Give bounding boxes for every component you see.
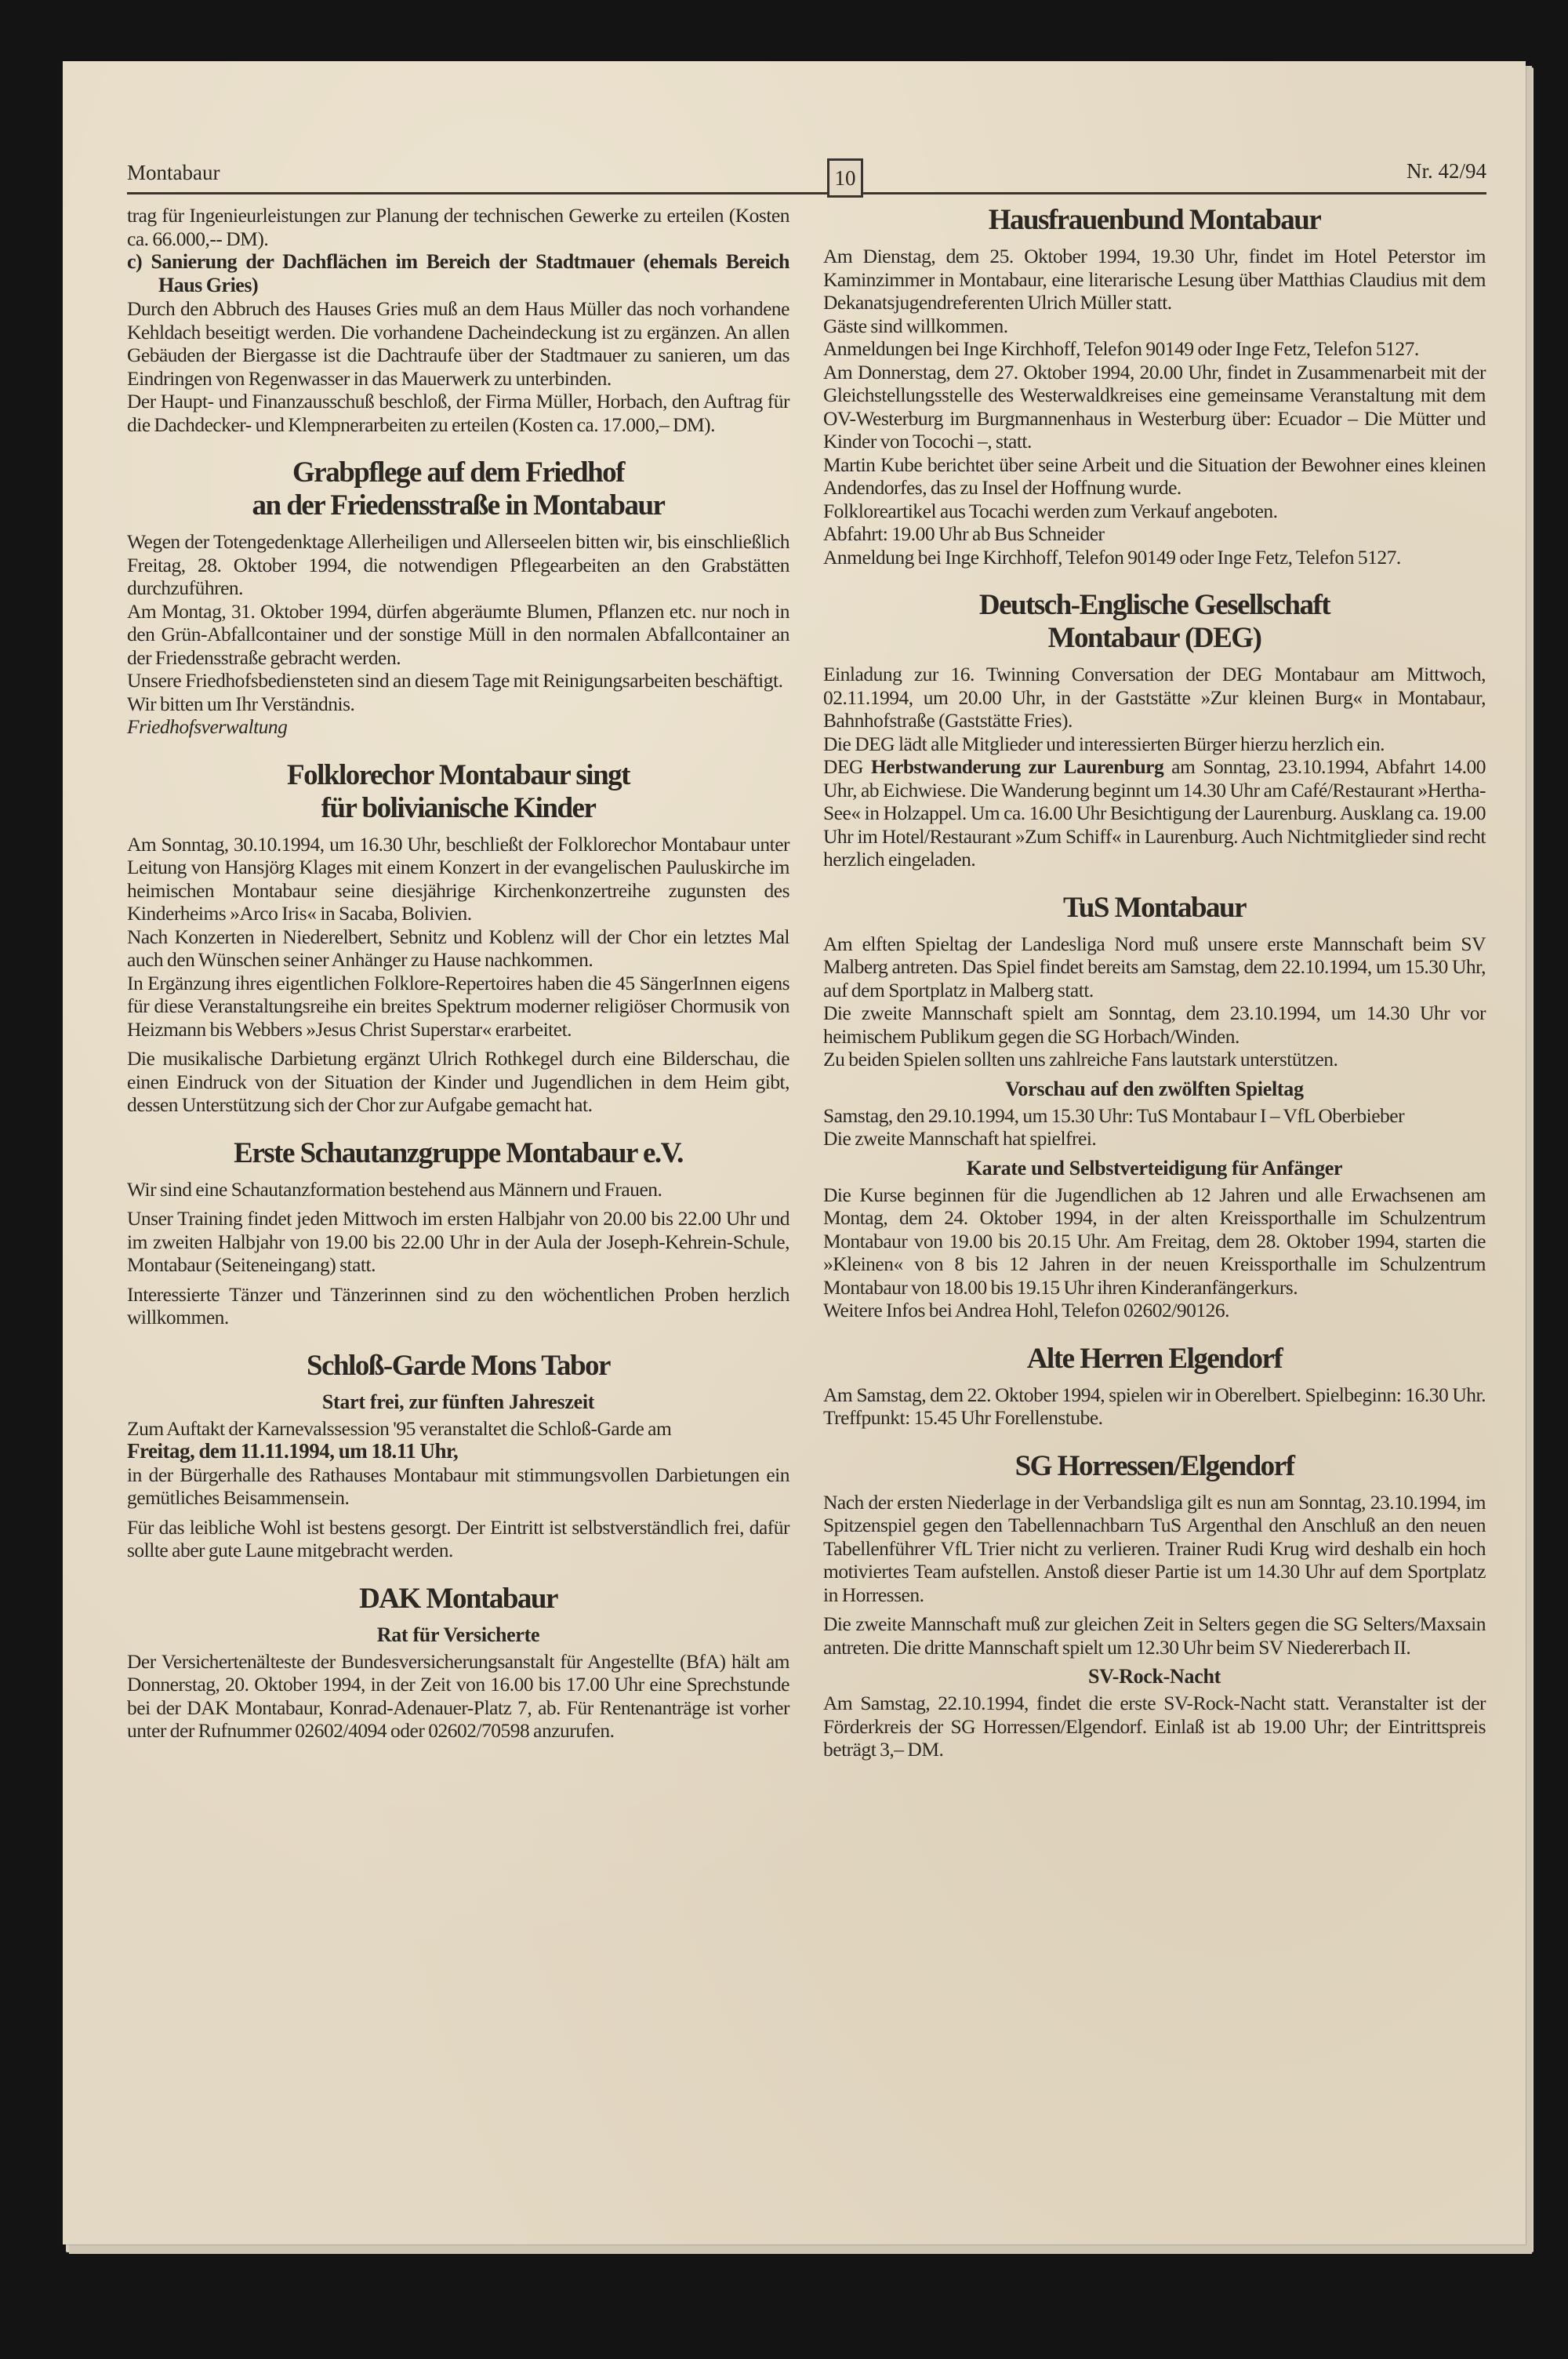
text-run: am Sonntag, 23.10.1994, Abfahrt 14.00 Uhr, ab Eichwiese. Die Wanderung beginnt um 14.30 Uhr am Café/Restaurant »Hertha-See« in Holzappel. Um ca. 16.00 Uhr Besichtigung der Laurenburg. Ausklang ca. 19.00 Uhr im Hotel/Restaurant »Zum Schiff« in Laurenburg. Auch Nichtmitglieder sind recht herzlich eingeladen. — [823, 755, 1486, 871]
title-line: Grabpflege auf dem Friedhof — [292, 456, 624, 489]
article-title — [823, 589, 1486, 655]
paragraph: Wir bitten um Ihr Verständnis. — [127, 692, 355, 715]
article-title — [127, 759, 789, 825]
title-line: Deutsch-Englische Gesellschaft — [978, 589, 1330, 621]
paragraph: Folkloreartikel aus Tocachi werden zum Verkauf angeboten. — [823, 499, 1278, 522]
paragraph: Wegen der Totengedenktage Allerheiligen und Allerseelen bitten wir, bis einschließlich Freitag, 28. Oktober 1994, die notwendigen Pflegearbeiten an den Grabstätten durchzuführen. — [127, 530, 789, 599]
paragraph: Am elften Spieltag der Landesliga Nord muß unsere erste Mannschaft beim SV Malberg antreten. Das Spiel findet bereits am Samstag, dem 22.10.1994, um 15.30 Uhr, auf dem Sportplatz in Malberg statt. — [823, 932, 1486, 1001]
paragraph: Unser Training findet jeden Mittwoch im ersten Halbjahr von 20.00 bis 22.00 Uhr und im zweiten Halbjahr von 19.00 bis 22.00 Uhr in der Aula der Joseph-Kehrein-Schule, Montabaur (Seiteneingang) statt. — [127, 1207, 789, 1276]
article-deg — [823, 589, 1486, 871]
paragraph: Die DEG lädt alle Mitglieder und interessierten Bürger hierzu herzlich ein. — [823, 732, 1385, 755]
paragraph: Nach Konzerten in Niederelbert, Sebnitz und Koblenz will der Chor ein letztes Mal auch den Wünschen seiner Anhänger zu Hause nachkommen. — [127, 925, 789, 971]
section-subheading: Karate und Selbstverteidigung für Anfänger — [966, 1156, 1343, 1180]
article-subtitle: Rat für Versicherte — [376, 1623, 540, 1646]
article-grabpflege — [127, 456, 789, 739]
event-date: Freitag, dem 11.11.1994, um 18.11 Uhr, — [127, 1439, 459, 1463]
paragraph: Interessierte Tänzer und Tänzerinnen sind zu den wöchentlichen Proben herzlich willkommen. — [127, 1282, 789, 1329]
paragraph: Gäste sind willkommen. — [823, 314, 1008, 337]
article-dak — [127, 1583, 789, 1743]
paragraph: Der Haupt- und Finanzausschuß beschloß, der Firma Müller, Horbach, den Auftrag für die Dachdecker- und Klempnerarbeiten zu erteilen (Kosten ca. 17.000,– DM). — [127, 390, 789, 436]
article-title: Hausfrauenbund Montabaur — [988, 204, 1321, 236]
paragraph: Die zweite Mannschaft hat spielfrei. — [823, 1127, 1097, 1150]
article-alte-herren — [823, 1343, 1486, 1430]
article-hausfrauenbund — [823, 204, 1486, 569]
paragraph: trag für Ingenieurleistungen zur Planung der technischen Gewerke zu erteilen (Kosten ca. 66.000,-- DM). — [127, 204, 789, 250]
paragraph: Nach der ersten Niederlage in der Verbandsliga gilt es nun am Sonntag, 23.10.1994, im Spitzenspiel gegen den Tabellennachbarn TuS Argenthal den Anschluß an den neuen Tabellenführer VfL Trier nicht zu verlieren. Trainer Rudi Krug wird deshalb ein hoch motiviertes Team aufstellen. Anstoß dieser Partie ist um 14.30 Uhr auf dem Sportplatz in Horressen. — [823, 1490, 1486, 1606]
article-schautanzgruppe — [127, 1137, 789, 1329]
page-number-box — [827, 158, 863, 198]
right-column — [823, 204, 1486, 1761]
bold-phrase: Herbstwanderung zur Laurenburg — [870, 755, 1164, 778]
paragraph: Anmeldung bei Inge Kirchhoff, Telefon 90149 oder Inge Fetz, Telefon 5127. — [823, 545, 1401, 569]
subheading: c) Sanierung der Dachflächen im Bereich der Stadtmauer (ehemals Bereich Haus Gries) — [127, 250, 789, 296]
header-place: Montabaur — [127, 161, 220, 184]
section-subheading: Vorschau auf den zwölften Spieltag — [1005, 1077, 1304, 1100]
paragraph: Anmeldungen bei Inge Kirchhoff, Telefon 90149 oder Inge Fetz, Telefon 5127. — [823, 337, 1419, 360]
paragraph: Die Kurse beginnen für die Jugendlichen ab 12 Jahren und alle Erwachsenen am Montag, dem 24. Oktober 1994, in der alten Kreissporthalle im Schulzentrum Montabaur von 19.00 bis 20.15 Uhr. Am Freitag, dem 28. Oktober 1994, starten die »Kleinen« von 8 bis 12 Jahren in der neuen Kreissporthalle im Schulzentrum Montabaur von 18.00 bis 19.15 Uhr ihren Kinderanfängerkurs. — [823, 1183, 1486, 1299]
paragraph: Zum Auftakt der Karnevalssession '95 veranstaltet die Schloß-Garde am — [127, 1416, 672, 1440]
page-number: 10 — [834, 166, 856, 190]
paragraph: Abfahrt: 19.00 Uhr ab Bus Schneider — [823, 522, 1105, 545]
article-subtitle: Start frei, zur fünften Jahreszeit — [321, 1390, 595, 1413]
title-line: für bolivianische Kinder — [321, 791, 596, 824]
article-sg-horressen — [823, 1450, 1486, 1761]
newspaper-page — [63, 61, 1526, 2245]
header-rule — [127, 192, 1486, 194]
left-column — [127, 204, 789, 1743]
paragraph: Am Montag, 31. Oktober 1994, dürfen abgeräumte Blumen, Pflanzen etc. nur noch in den Grün-Abfallcontainer und der sonstige Müll in den normalen Abfallcontainer an der Friedensstraße gebracht werden. — [127, 599, 789, 669]
article-title — [127, 456, 789, 522]
article-title: Schloß-Garde Mons Tabor — [307, 1349, 610, 1382]
article-tus — [823, 892, 1486, 1322]
page-header — [127, 140, 1486, 194]
paragraph: Der Versichertenälteste der Bundesversicherungsanstalt für Angestellte (BfA) hält am Donnerstag, 20. Oktober 1994, in der Zeit von 16.00 bis 17.00 Uhr eine Sprechstunde bei der DAK Montabaur, Konrad-Adenauer-Platz 7, ab. Für Rentenanträge ist vorher unter der Rufnummer 02602/4094 oder 02602/70598 anzurufen. — [127, 1649, 789, 1742]
article-folklorechor — [127, 759, 789, 1117]
article-title: Erste Schautanzgruppe Montabaur e.V. — [234, 1136, 683, 1169]
article-title: Alte Herren Elgendorf — [1026, 1342, 1283, 1375]
paragraph: Einladung zur 16. Twinning Conversation der DEG Montabaur am Mittwoch, 02.11.1994, um 20.00 Uhr, in der Gaststätte »Zur kleinen Burg« in Montabaur, Bahnhofstraße (Gaststätte Fries). — [823, 663, 1486, 732]
article-intro — [127, 204, 789, 436]
paragraph: Durch den Abbruch des Hauses Gries muß an dem Haus Müller das noch vorhandene Kehldach beseitigt werden. Die vorhandene Dacheindeckung ist zu ergänzen. An allen Gebäuden der Biergasse ist die Dachtraufe über der Stadtmauer zu sanieren, um das Eindringen von Regenwasser in das Mauerwerk zu unterbinden. — [127, 297, 789, 390]
paragraph — [823, 755, 1486, 871]
paragraph: Zu beiden Spielen sollten uns zahlreiche Fans lautstark unterstützen. — [823, 1048, 1338, 1070]
paragraph: Am Donnerstag, dem 27. Oktober 1994, 20.00 Uhr, findet in Zusammenarbeit mit der Gleichstellungsstelle des Westerwaldkreises eine gemeinsame Veranstaltung mit dem OV-Westerburg im Burgmannenhaus in Westerburg über: Ecuador – Die Mütter und Kinder von Tocochi –, statt. — [823, 360, 1486, 453]
text-run: DEG — [823, 755, 871, 778]
paragraph: Unsere Friedhofsbediensteten sind an diesem Tage mit Reinigungsarbeiten beschäftigt. — [127, 669, 783, 692]
title-line: Folklorechor Montabaur singt — [287, 758, 630, 791]
paragraph: Die musikalische Darbietung ergänzt Ulrich Rothkegel durch eine Bilderschau, die einen Eindruck von der Situation der Kinder und Jugendlichen in dem Heim gibt, dessen Unterstützung sich der Chor zur Aufgabe gemacht hat. — [127, 1047, 789, 1116]
article-title: DAK Montabaur — [359, 1582, 557, 1615]
paragraph: Die zweite Mannschaft spielt am Sonntag, dem 23.10.1994, um 14.30 Uhr vor heimischem Publikum gegen die SG Horbach/Winden. — [823, 1001, 1486, 1048]
paragraph: Martin Kube berichtet über seine Arbeit und die Situation der Bewohner eines kleinen Andendorfes, das zu Insel der Hoffnung wurde. — [823, 453, 1486, 499]
paragraph: In Ergänzung ihres eigentlichen Folklore-Repertoires haben die 45 SängerInnen eigens für diese Veranstaltungsreihe ein breites Spektrum moderner religiöser Chormusik von Heizmann bis Webbers »Jesus Christ Superstar« erarbeitet. — [127, 971, 789, 1041]
paragraph: Für das leibliche Wohl ist bestens gesorgt. Der Eintritt ist selbstverständlich frei, dafür sollte aber gute Laune mitgebracht werden. — [127, 1515, 789, 1561]
article-schlossgarde — [127, 1350, 789, 1562]
article-title: TuS Montabaur — [1062, 891, 1247, 924]
issue-number: Nr. 42/94 — [1406, 159, 1486, 183]
paragraph: in der Bürgerhalle des Rathauses Montabaur mit stimmungsvollen Darbietungen ein gemütliches Beisammensein. — [127, 1463, 789, 1509]
article-title: SG Horressen/Elgendorf — [1014, 1449, 1294, 1482]
paragraph: Am Samstag, dem 22. Oktober 1994, spielen wir in Oberelbert. Spielbeginn: 16.30 Uhr. Treffpunkt: 15.45 Uhr Forellenstube. — [823, 1383, 1486, 1429]
paragraph: Am Dienstag, dem 25. Oktober 1994, 19.30 Uhr, findet im Hotel Peterstor im Kaminzimmer in Montabaur, eine literarische Lesung über Matthias Claudius mit dem Dekanatsjugendreferenten Ulrich Müller statt. — [823, 245, 1486, 314]
signature: Friedhofsverwaltung — [127, 715, 288, 738]
paragraph: Am Samstag, 22.10.1994, findet die erste SV-Rock-Nacht statt. Veranstalter ist der Förderkreis der SG Horressen/Elgendorf. Einlaß ist ab 19.00 Uhr; der Eintrittspreis beträgt 3,– DM. — [823, 1692, 1486, 1761]
paragraph: Samstag, den 29.10.1994, um 15.30 Uhr: TuS Montabaur I – VfL Oberbieber — [823, 1103, 1405, 1127]
paragraph: Wir sind eine Schautanzformation bestehend aus Männern und Frauen. — [127, 1177, 662, 1201]
paragraph: Am Sonntag, 30.10.1994, um 16.30 Uhr, beschließt der Folklorechor Montabaur unter Leitung von Hansjörg Klages mit einem Konzert in der evangelischen Pauluskirche im heimischen Montabaur seine diesjährige Kirchenkonzertreihe zugunsten des Kinderheims »Arco Iris« in Sacaba, Bolivien. — [127, 832, 789, 925]
title-line: Montabaur (DEG) — [1047, 622, 1261, 654]
paragraph: Weitere Infos bei Andrea Hohl, Telefon 02602/90126. — [823, 1299, 1229, 1321]
paragraph: Die zweite Mannschaft muß zur gleichen Zeit in Selters gegen die SG Selters/Maxsain antreten. Die dritte Mannschaft spielt um 12.30 Uhr beim SV Niedererbach II. — [823, 1612, 1486, 1659]
title-line: an der Friedensstraße in Montabaur — [252, 489, 665, 522]
section-subheading: SV-Rock-Nacht — [1088, 1665, 1221, 1688]
